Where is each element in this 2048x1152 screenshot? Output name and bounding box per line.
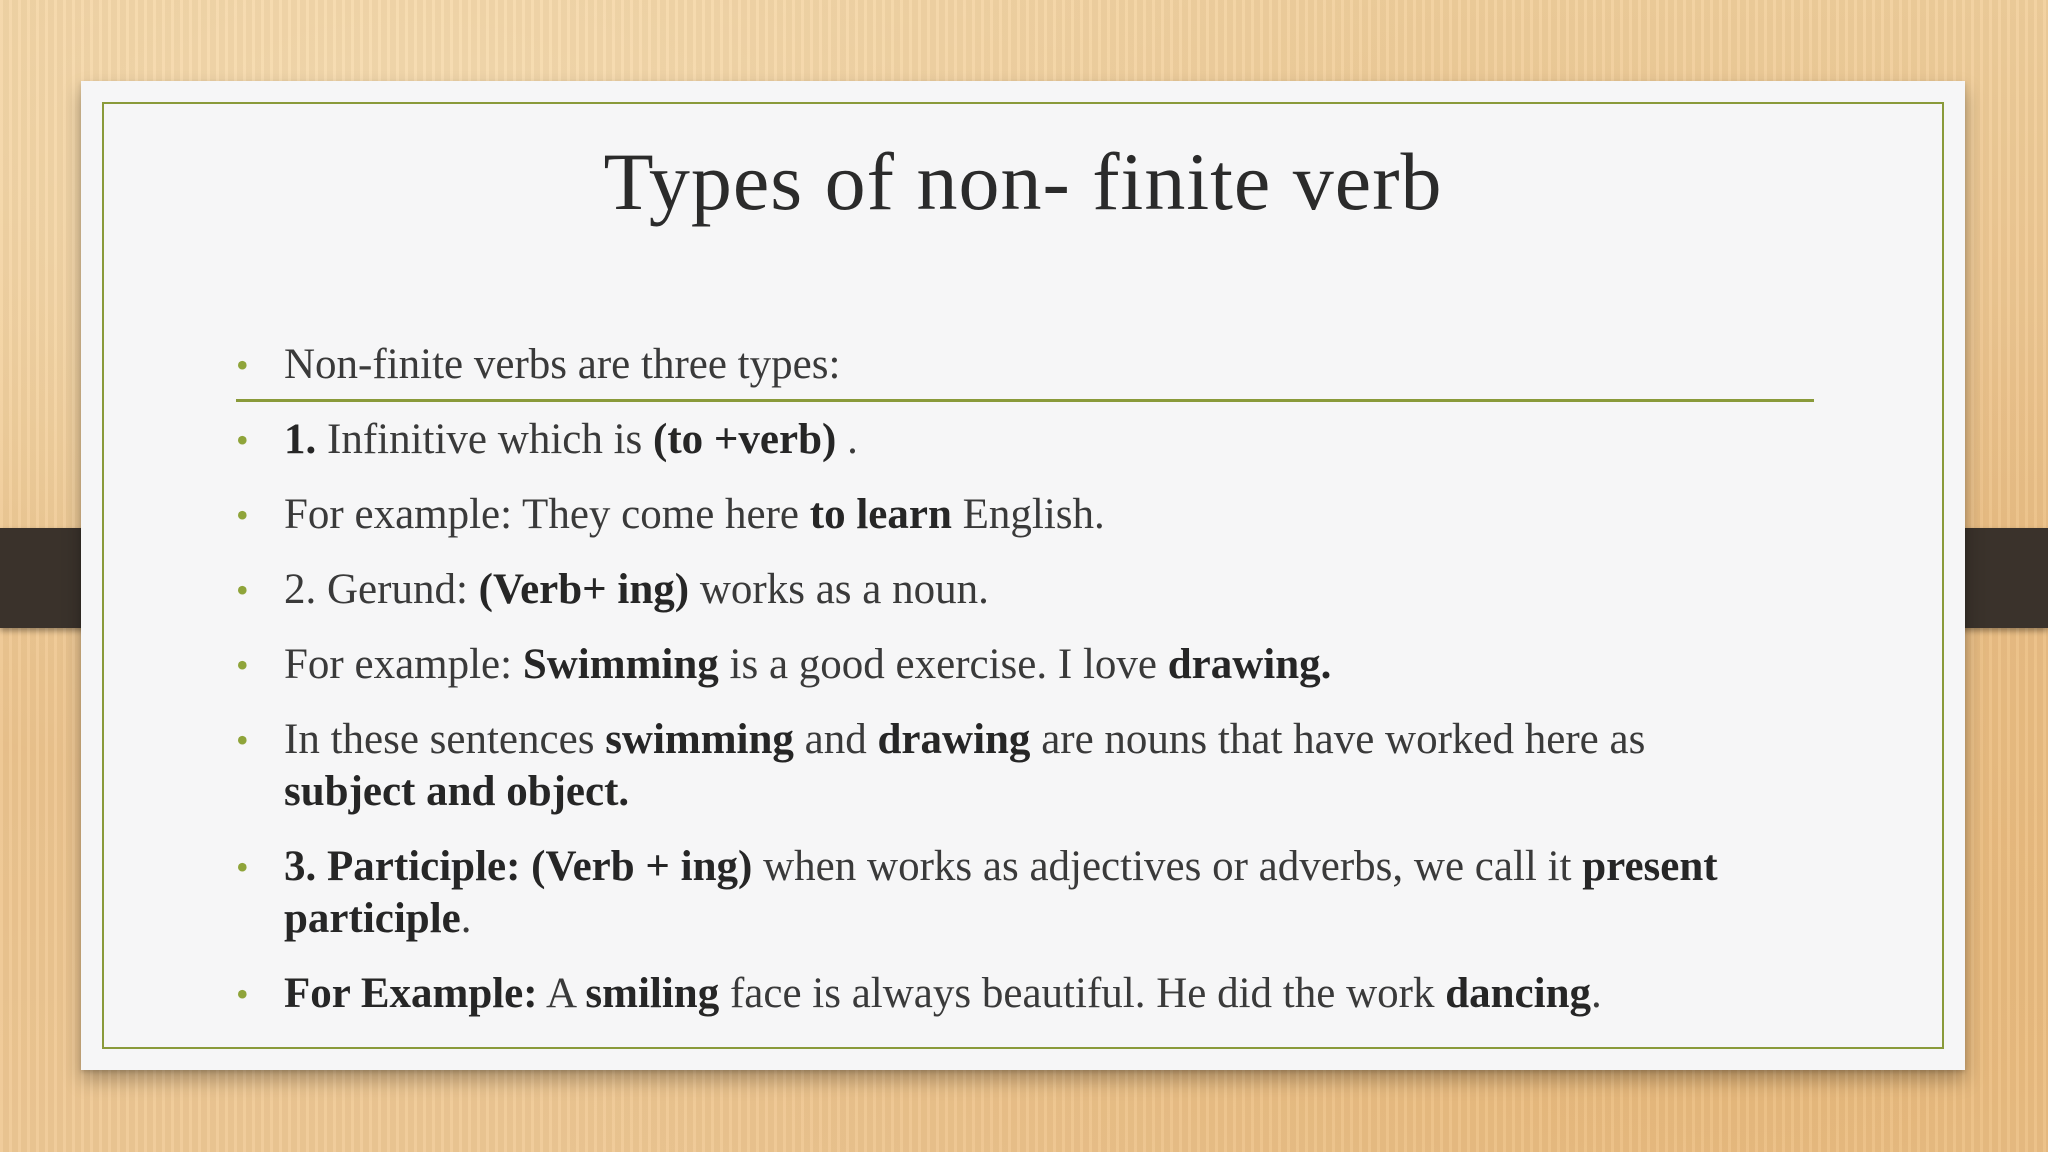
bold-text: drawing. (1167, 641, 1332, 688)
bullet-item (236, 489, 1736, 541)
text-run: 2. Gerund: (284, 566, 479, 613)
bold-text: present participle (284, 843, 1718, 942)
text-run: . (1590, 970, 1602, 1017)
bold-text: Swimming (522, 641, 719, 688)
slide-title: Types of non- finite verb (603, 136, 1443, 227)
bullet-item (236, 339, 1814, 402)
text-run: Non-finite verbs are three types: (284, 341, 841, 388)
text-run: For example: (284, 641, 523, 688)
bold-text: smiling (585, 970, 720, 1017)
bullet-dot-icon: • (236, 720, 249, 760)
bullet-dot-icon: • (236, 345, 249, 385)
text-run: works as a noun. (689, 566, 989, 613)
bullet-dot-icon: • (236, 570, 249, 610)
text-run: English. (951, 491, 1105, 538)
bold-text: 1. (284, 416, 317, 463)
text-run: are nouns that have worked here as (1030, 716, 1646, 763)
bold-text: (Verb+ ing) (478, 566, 690, 613)
bullet-item (236, 564, 1736, 616)
bullet-item (236, 841, 1736, 945)
bold-text: subject and object. (284, 768, 630, 815)
bullet-item (236, 714, 1736, 818)
bullet-dot-icon: • (236, 420, 249, 460)
bold-text: For Example: (284, 970, 538, 1017)
text-run: Infinitive which is (316, 416, 654, 463)
slide-content (236, 339, 1736, 1043)
bullet-text (284, 970, 1602, 1017)
bold-text: to learn (809, 491, 952, 538)
bold-text: dancing (1445, 970, 1591, 1017)
text-run: . (836, 416, 858, 463)
bold-text: (to +verb) (653, 416, 837, 463)
text-run: A (537, 970, 586, 1017)
bullet-item (236, 414, 1736, 466)
bullet-text (284, 843, 1718, 942)
bold-text: 3. Participle: (Verb + ing) (284, 843, 753, 890)
bullet-dot-icon: • (236, 495, 249, 535)
bullet-text (284, 716, 1645, 815)
bullet-text (284, 416, 858, 463)
bullet-text (284, 491, 1105, 538)
text-run: is a good exercise. I love (718, 641, 1168, 688)
bullet-dot-icon: • (236, 645, 249, 685)
text-run: when works as adjectives or adverbs, we call it (752, 843, 1583, 890)
text-run: For example: They come here (284, 491, 810, 538)
bullet-text (284, 641, 1331, 688)
text-run: . (460, 895, 472, 942)
bullet-dot-icon: • (236, 974, 249, 1014)
text-run: In these sentences (284, 716, 606, 763)
bold-text: drawing (877, 716, 1031, 763)
bullet-dot-icon: • (236, 847, 249, 887)
text-run: and (793, 716, 878, 763)
bullet-text (284, 566, 989, 613)
bullet-item (236, 639, 1736, 691)
slide (81, 81, 1965, 1070)
bold-text: swimming (605, 716, 794, 763)
text-run: face is always beautiful. He did the work (719, 970, 1446, 1017)
bullet-item (236, 968, 1736, 1020)
bullet-text (284, 341, 840, 388)
